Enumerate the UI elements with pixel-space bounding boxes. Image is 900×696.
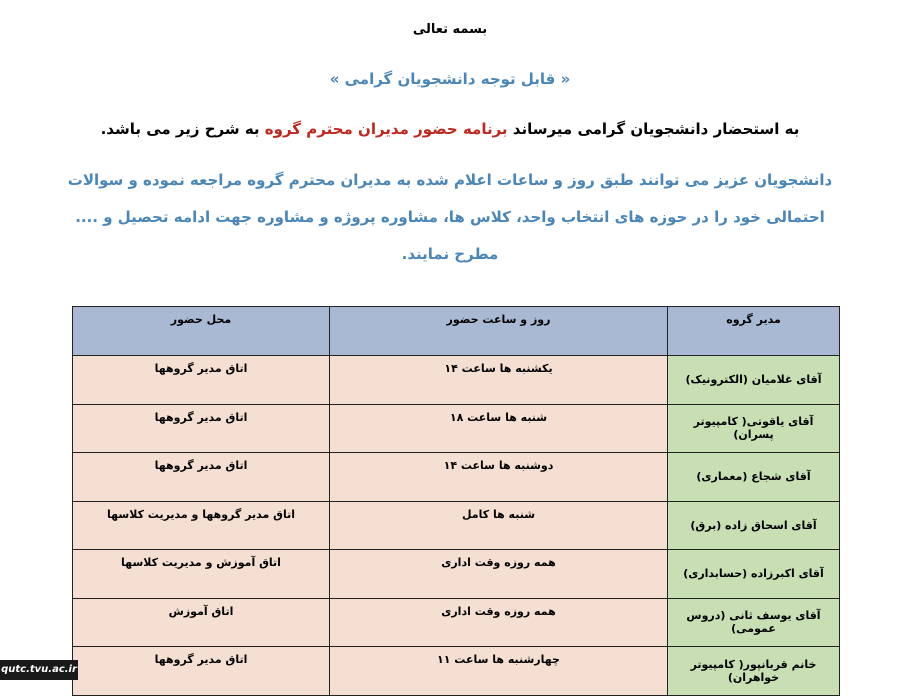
announcement-text-end: به شرح زیر می باشد. xyxy=(100,120,265,138)
header-place: محل حضور xyxy=(73,307,330,356)
site-watermark: qutc.tvu.ac.ir xyxy=(0,660,78,680)
manager-cell: آقای یاقوتی( کامپیوتر پسران) xyxy=(668,404,840,453)
announcement-highlight: برنامه حضور مدیران محترم گروه xyxy=(264,120,508,138)
schedule-table xyxy=(72,306,840,696)
manager-cell: آقای غلامیان (الکترونیک) xyxy=(668,356,840,405)
day-time-cell: همه روزه وقت اداری xyxy=(330,598,668,647)
table-row xyxy=(73,356,840,405)
announcement-line xyxy=(0,120,900,138)
place-cell: اتاق آموزش xyxy=(73,598,330,647)
manager-cell: آقای اکبرزاده (حسابداری) xyxy=(668,550,840,599)
notice-heading: « قابل توجه دانشجویان گرامی » xyxy=(329,70,571,88)
header-day-time: روز و ساعت حضور xyxy=(330,307,668,356)
day-time-cell: یکشنبه ها ساعت ۱۴ xyxy=(330,356,668,405)
place-cell: اتاق مدیر گروهها xyxy=(73,356,330,405)
manager-cell: آقای یوسف ثانی (دروس عمومی) xyxy=(668,598,840,647)
place-cell: اتاق مدیر گروهها xyxy=(73,647,330,696)
place-cell: اتاق مدیر گروهها xyxy=(73,404,330,453)
day-time-cell: شنبه ها ساعت ۱۸ xyxy=(330,404,668,453)
table-row xyxy=(73,598,840,647)
place-cell: اتاق مدیر گروهها و مدیریت کلاسها xyxy=(73,501,330,550)
table-row xyxy=(73,550,840,599)
day-time-cell: همه روزه وقت اداری xyxy=(330,550,668,599)
table-row xyxy=(73,647,840,696)
table-header-row xyxy=(73,307,840,356)
day-time-cell: چهارشنبه ها ساعت ۱۱ xyxy=(330,647,668,696)
manager-cell: خانم قربانپور( کامپیوتر خواهران) xyxy=(668,647,840,696)
basmala-title: بسمه تعالی xyxy=(412,22,488,37)
table-row xyxy=(73,501,840,550)
place-cell: اتاق مدیر گروهها xyxy=(73,453,330,502)
announcement-text-start: به استحضار دانشجویان گرامی میرساند xyxy=(507,120,800,138)
place-cell: اتاق آموزش و مدیریت کلاسها xyxy=(73,550,330,599)
table-row xyxy=(73,404,840,453)
manager-cell: آقای شجاع (معماری) xyxy=(668,453,840,502)
info-paragraph: دانشجویان عزیز می توانند طبق روز و ساعات اعلام شده به مدیران محترم گروه مراجعه نموده و سوالات احتمالی خود را در حوزه های انتخاب واحد، کلاس ها، مشاوره پروژه و مشاوره جهت ادامه تحصیل و .... مطرح نمایند. xyxy=(67,171,833,263)
header-manager: مدیر گروه xyxy=(668,307,840,356)
manager-cell: آقای اسحاق زاده (برق) xyxy=(668,501,840,550)
table-row xyxy=(73,453,840,502)
day-time-cell: دوشنبه ها ساعت ۱۴ xyxy=(330,453,668,502)
day-time-cell: شنبه ها کامل xyxy=(330,501,668,550)
